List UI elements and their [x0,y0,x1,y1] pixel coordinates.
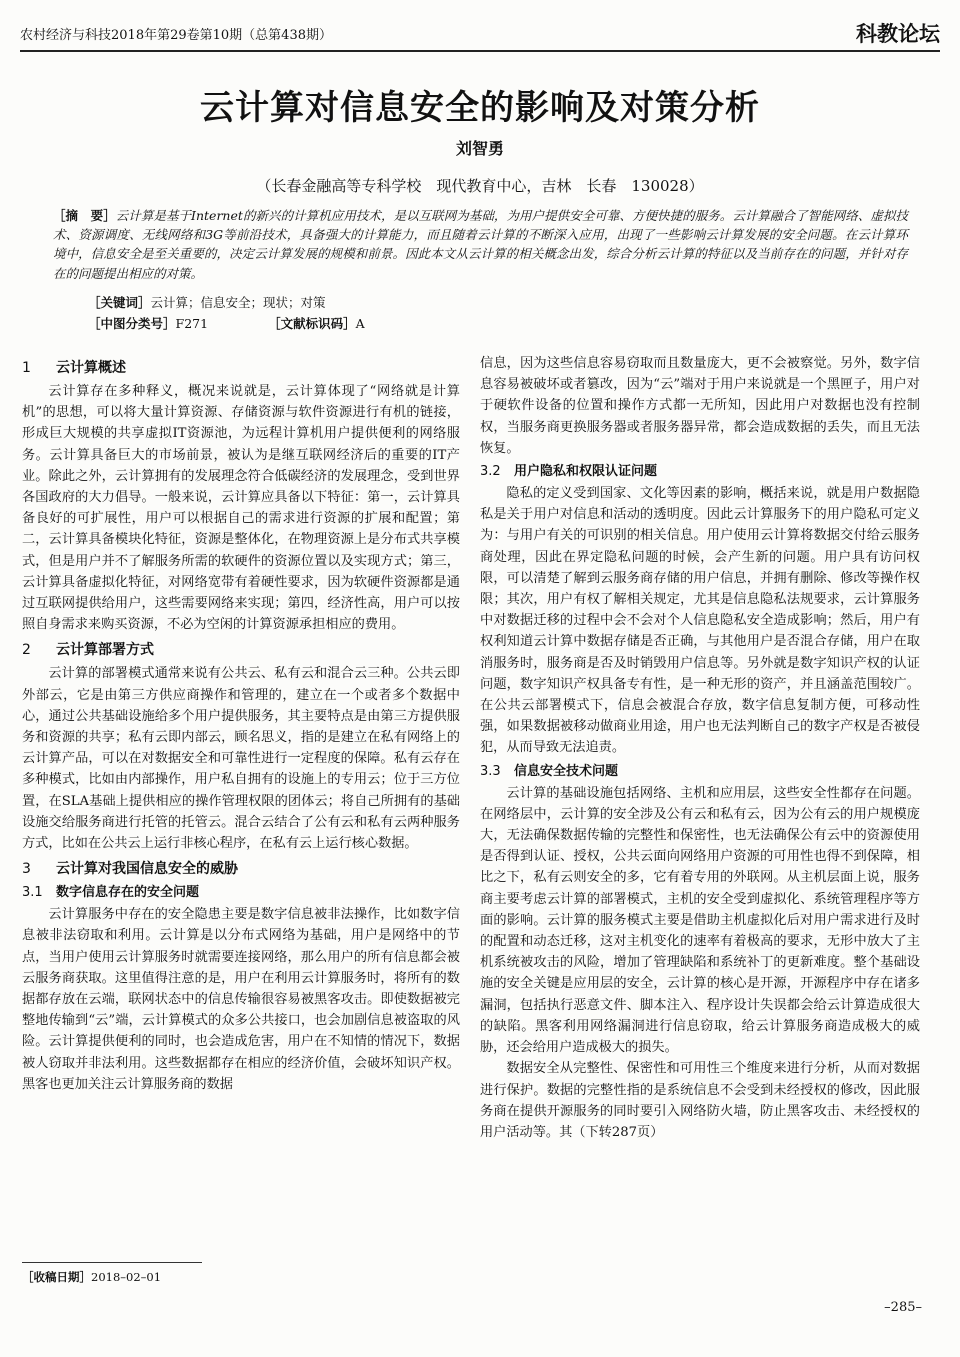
section-heading: 3 云计算对我国信息安全的威胁 [22,861,238,878]
author-name: 刘智勇 [455,139,504,158]
paragraph: 隐私的定义受到国家、文化等因素的影响，概括来说，就是用户数据隐私是关于用户对信息和活动的透明度。因此云计算服务下的用户隐私可定义为：与用户有关的可识别的相关信息。用户使用云计算将数据交付给云服务商处理，因此在界定隐私问题的时候，会产生新的问题。用户具有访问权限，可以清楚了解到云服务商存储的用户信息，并拥有删除、修改等操作权限；其次，用户有权了解相关规定，尤其是信息隐私法规要求，云计算服务中对数据迁移的过程中会不会对个人信息隐私安全造成影响；然后，用户有权利知道云计算中数据存储是否正确，与其他用户是否混合存储，用户在取消服务时，服务商是否及时销毁用户信息等。另外就是数字知识产权的认证问题，数字知识产权具备专有性，是一种无形的资产，并且涵盖范围较广。在公共云部署模式下，信息会被混合存放，数字信息复制方便，可移动性强，如果数据被移动做商业用途，用户也无法判断自己的数字产权是否被侵犯，从而导致无法追责。 [480,486,920,756]
subsection-heading: 3.3 信息安全技术问题 [480,763,619,779]
journal-info: 农村经济与科技2018年第29卷第10期（总第438期） [20,28,332,43]
keywords [88,293,326,311]
paragraph: 云计算的基础设施包括网络、主机和应用层，这些安全性都存在问题。在网络层中，云计算的安全涉及公有云和私有云，因为公有云的用户规模庞大，无法确保数据传输的完整性和保密性，也无法确保公有云中的资源使用是否得到认证、授权，公共云面向网络用户资源的可用性也得不到保障，相比之下，私有云则安全的多，它有着专用的外联网。从主机层面上说，服务商主要考虑云计算的部署模式，主机的安全受到虚拟化、系统管理程序等方面的影响。云计算的服务模式主要是借助主机虚拟化后对用户需求进行及时的配置和动态迁移，这对主机变化的速率有着极高的要求，无形中放大了主机系统被攻击的风险，增加了管理缺陷和系统补丁的更新难度。整个基础设施的安全关键是应用层的安全，云计算的核心是开源，开源程序中存在诸多漏洞，包括执行恶意文件、脚本注入、程序设计失误都会给云计算造成很大的缺陷。黑客利用网络漏洞进行信息窃取，给云计算服务商造成极大的威胁，还会给用户造成极大的损失。 [480,785,920,1056]
clc-label: ［中图分类号］ [88,316,176,331]
right-column [480,353,920,1143]
page-header [20,14,940,48]
section-tag: 科教论坛 [856,22,940,46]
paragraph: 云计算存在多种释义，概况来说就是，云计算体现了“网络就是计算机”的思想，可以将大量计算资源、存储资源与软件资源进行有机的链接，形成巨大规模的共享虚拟IT资源池，为远程计算机用户提供便利的网络服务。云计算具备巨大的市场前景，被认为是继互联网经济后的重要的IT产业。除此之外，云计算拥有的发展理念符合低碳经济的发展理念，受到世界各国政府的大力倡导。一般来说，云计算应具备以下特征：第一，云计算具备良好的可扩展性，用户可以根据自己的需求进行资源的扩展和配置；第二，云计算具备模块化特征，资源是整体化，在物理资源上是分布式共享模式，但是用户并不了解服务所需的软硬件的资源位置以及实现方式；第三，云计算具备虚拟化特征，对网络宽带有着硬性要求，因为软硬件资源都是通过互联网提供给用户，这些需要网络来实现；第四，经济性高，用户可以按照自身需求来购买资源，不必为空闲的计算资源承担相应的费用。 [22,384,460,633]
keywords-text: 云计算；信息安全；现状；对策 [150,295,326,310]
doc-code-label: ［文献标识码］ [268,316,356,331]
subsection-heading: 3.1 数字信息存在的安全问题 [22,885,200,901]
article-title: 云计算对信息安全的影响及对策分析 [200,88,760,128]
clc-value: F271 [175,316,209,331]
paragraph: 数据安全从完整性、保密性和可用性三个维度来进行分析，从而对数据进行保护。数据的完整性指的是系统信息不会受到未经授权的修改，因此服务商在提供开源服务的同时要引入网络防火墙，防止黑客攻击、未经授权的用户活动等。其（下转287页） [480,1061,920,1140]
author-affiliation: （长春金融高等专科学校 现代教育中心，吉林 长春 130028） [256,177,704,195]
left-column [22,353,460,1095]
abstract [53,206,908,283]
page-number: –285– [884,1300,922,1315]
paragraph: 信息，因为这些信息容易窃取而且数量庞大，更不会被察觉。另外，数字信息容易被破坏或者篡改，因为“云”端对于用户来说就是一个黑匣子，用户对于硬软件设备的位置和操作方式都一无所知，因此用户对数据也没有控制权，当服务商更换服务器或者服务器异常，都会造成数据的丢失，而且无法恢复。 [480,356,920,456]
paragraph: 云计算的部署模式通常来说有公共云、私有云和混合云三种。公共云即外部云，它是由第三方供应商操作和管理的，建立在一个或者多个数据中心，通过公共基础设施给多个用户提供服务，其主要特点是由第三方提供服务和资源的共享；私有云即内部云，顾名思义，指的是建立在私有网络上的云计算产品，可以在对数据安全和可靠性进行一定程度的保障。私有云存在多种模式，比如由内部操作，用户私自拥有的设施上的专用云；位于三方位置，在SLA基础上提供相应的操作管理权限的团体云；将自己所拥有的基础设施交给服务商进行托管的托管云。混合云结合了公有云和私有云两种服务方式，比如在公共云上运行非核心程序，在私有云上运行核心数据。 [22,666,460,852]
section-heading: 2 云计算部署方式 [22,642,154,659]
doc-code-value: A [355,316,365,331]
classification [88,314,365,332]
section-heading: 1 云计算概述 [22,360,126,376]
received-date [22,1262,202,1285]
abstract-label: ［摘 要］ [53,208,116,223]
header-rule [20,50,940,52]
received-value: 2018–02–01 [91,1270,162,1284]
keywords-label: ［关键词］ [88,295,151,310]
subsection-heading: 3.2 用户隐私和权限认证问题 [480,464,658,480]
abstract-text: 云计算是基于Internet的新兴的计算机应用技术，是以互联网为基础，为用户提供安全可靠、方便快捷的服务。云计算融合了智能网络、虚拟技术、资源调度、无线网络和3G等前沿技术，具备强大的计算能力，而且随着云计算的不断深入应用，出现了一些影响云计算发展的安全问题。在云计算环境中，信息安全是至关重要的，决定云计算发展的规模和前景。因此本文从云计算的相关概念出发，综合分析云计算的特征以及当前存在的问题，并针对存在的问题提出相应的对策。 [53,208,908,281]
received-label: ［收稿日期］ [22,1270,91,1284]
paragraph: 云计算服务中存在的安全隐患主要是数字信息被非法操作，比如数字信息被非法窃取和利用。云计算是以分布式网络为基础，用户是网络中的节点，当用户使用云计算服务时就需要连接网络，那么用户的所有信息都会被云服务商获取。这里值得注意的是，用户在利用云计算服务时，将所有的数据都存放在云端，联网状态中的信息传输很容易被黑客攻击。即使数据被完整地传输到“云”端，云计算模式的众多公共接口，也会加剧信息被盗取的风险。云计算提供便利的同时，也会造成危害，用户在不知情的情况下，数据被人窃取并非法利用。这些数据都存在相应的经济价值，会破坏知识产权。黑客也更加关注云计算服务商的数据 [22,907,460,1092]
